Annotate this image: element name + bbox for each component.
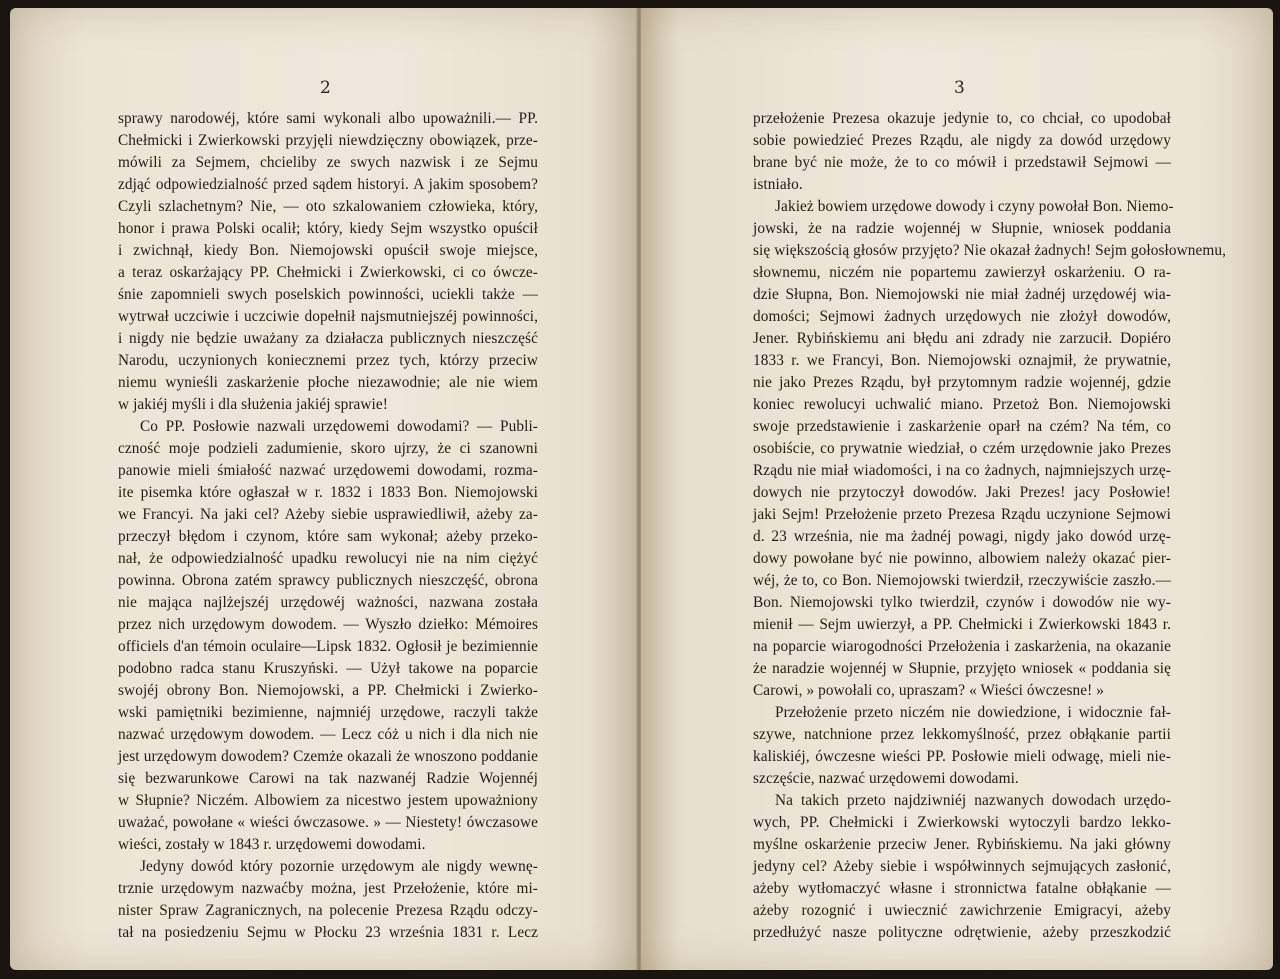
text-line: Czyli szlachetnym? Nie, — oto szkalowaniem człowieka, który, [118,198,538,215]
text-line: że naradzie wojennéj w Słupnie, przyjęto wniosek « poddania się [753,660,1171,677]
text-line: trznie urzędowym nazwaćby można, jest Przełożenie, które mi- [118,880,538,897]
text-line: powinna. Obrona zatém sprawcy publicznych nieszczęść, obrona [118,572,538,589]
text-line: d. 23 września, nie ma żadnéj powagi, nigdy jako dowód urzę- [753,528,1171,545]
text-line: Co PP. Posłowie nazwali urzędowemi dowodami? — Publi- [140,418,538,435]
text-line: nał, że odpowiedzialność upadku rewolucyi nie na nim ciężyć [118,550,538,567]
text-line: na poparcie wiarogodności Przełożenia i zaskarżenia, na okazanie [753,638,1171,655]
text-line: we Francyi. Na jaki cel? Ażeby siebie usprawiedliwił, ażeby za- [118,506,538,523]
text-line: sprawy narodowéj, które sami wykonali albo upoważnili.— PP. [118,110,538,127]
right-page-text [753,108,1227,944]
text-line: Przełożenie przeto niczém nie dowiedzione, i widocznie fał- [775,704,1171,721]
text-line: osobiście, co prywatnie wiedział, o czém urzędownie jako Prezes [753,440,1171,457]
text-line: podobno radca stanu Kruszyński. — Użył takowe na poparcie [118,660,538,677]
text-line: zdjąć odpowiedzialność przed sądem historyi. A jakim sposobem? [118,176,538,193]
text-line: uważać, powołane « wieści ówczasowe. » — Niestety! ówczasowe [118,814,538,831]
text-line: istniało. [753,176,803,193]
text-line: i zwichnął, kiedy Bon. Niemojowski opuścił swoje miejsce, [118,242,538,259]
text-line: dzie Słupna, Bon. Niemojowski nie miał żadnéj urzędowéj wia- [753,286,1171,303]
text-line: wytrwał uczciwie i uczciwie dopełnił najsmutniejszéj powinności, [118,308,538,325]
text-line: śnie zapomnieli swych poselskich powinności, uciekli także — [118,286,538,303]
text-line: mówili za Sejmem, chcieliby ze swych nazwisk i ze Sejmu [118,154,538,171]
text-line: przeczył błędom i czynom, które sam wykonał; ażeby przeko- [118,528,538,545]
text-line: niemu wynieśli zaskarżenie płoche niezawodnie; ale nie wiem [118,374,538,391]
text-line: nister Spraw Zagranicznych, na polecenie Prezesa Rządu odczy- [118,902,538,919]
text-line: jaki Sejm! Przełożenie przeto Prezesa Rządu uczynione Sejmowi [753,506,1171,523]
text-line: nie jako Prezes Rządu, był przytomnym radzie wojennéj, gdzie [753,374,1171,391]
text-line: officiels d'an témoin oculaire—Lipsk 1832. Ogłosił je bezimiennie [118,638,538,655]
text-line: w Słupnie? Niczém. Albowiem za nicestwo jestem upoważniony [118,792,538,809]
page-number-left: 2 [320,78,331,98]
text-line: swoje przedstawienie i zaskarżenie oparł na czém? Na tém, co [753,418,1171,435]
text-line: Chełmicki i Zwierkowski przyjęli niewdzięczny obowiązek, prze- [118,132,538,149]
left-page-text [118,108,538,944]
text-line: dowy powołane być nie powinno, albowiem należy okazać pier- [753,550,1171,567]
text-line: dowych nie przytoczył dowodów. Jaki Prezes! jacy Posłowie! [753,484,1171,501]
text-line: szczęście, nazwać urzędowemi dowodami. [753,770,1019,787]
text-line: jedyny cel? Ażeby siebie i współwinnych sejmujących zasłonić, [753,858,1171,875]
text-line: czność moje podzieli zadumienie, skoro ujrzy, że ci szanowni [118,440,538,457]
text-line: Jakież bowiem urzędowe dowody i czyny powołał Bon. Niemo- [775,198,1174,215]
text-line: Rządu nie miał wiadomości, i na co żadnych, najmniejszych urzę- [753,462,1171,479]
text-line: ażeby rozognić i uwiecznić zawichrzenie Emigracyi, ażeby [753,902,1171,919]
page-number-right: 3 [954,78,965,98]
text-line: szywe, natchnione przez lekkomyślność, przez obłąkanie partii [753,726,1171,743]
text-line: tał na posiedzeniu Sejmu w Płocku 23 września 1831 r. Lecz [118,924,538,941]
text-line: sobie powiedzieć Prezes Rządu, ale nigdy za dowód urzędowy [753,132,1171,149]
text-line: wéj, że to, co Bon. Niemojowski twierdził, rzeczywiście zaszło.— [753,572,1171,589]
text-line: kaliskiéj, ówczesne wieści PP. Posłowie mieli odwagę, mieli nie- [753,748,1171,765]
text-line: a teraz oskarżający PP. Chełmicki i Zwierkowski, ci co ówcze- [118,264,538,281]
left-page [10,8,638,970]
text-line: słownemu, niczém nie popartemu zawierzył oskarżeniu. O ra- [753,264,1171,281]
text-line: przełożenie Prezesa okazuje jedynie to, co chciał, co upodobał [753,110,1171,127]
text-line: jowski, że na radzie wojennéj w Słupnie, wniosek poddania [753,220,1171,237]
text-line: myślne oskarżenie przeciw Jener. Rybińskiemu. Na jaki główny [753,836,1171,853]
text-line: Na takich przeto najdziwniéj nazwanych dowodach urzędo- [775,792,1171,809]
text-line: i nigdy nie będzie uważany za działacza publicznych nieszczęść [118,330,538,347]
text-line: jest urzędowym dowodem? Czemże okazali że wnoszono poddanie [118,748,538,765]
text-line: w jakiéj myśli i dla służenia jakiéj sprawie! [118,396,388,413]
text-line: swojéj obrony Bon. Niemojowski, a PP. Chełmicki i Zwierko- [118,682,538,699]
text-line: nazwać urzędowym dowodem. — Lecz cóż u nich i dla nich nie [118,726,538,743]
text-line: ażeby wytłomaczyć własne i stronnictwa fatalne obłąkanie — [753,880,1171,897]
text-line: się bezwarunkowe Carowi na tak nazwanéj Radzie Wojennéj [118,770,538,787]
text-line: nie mająca najlżejszéj urzędowéj ważności, nazwana została [118,594,538,611]
right-page [641,8,1273,970]
text-line: honor i prawa Polski ocalił; który, kiedy Sejm wszystko opuścił [118,220,538,237]
text-line: się większością głosów przyjęto? Nie okazał żadnych! Sejm gołosłownemu, [753,242,1227,259]
text-line: panowie mieli śmiałość nazwać urzędowemi dowodami, rozma- [118,462,538,479]
text-line: Bon. Niemojowski tylko twierdził, czynów i dowodów nie wy- [753,594,1171,611]
text-line: 1833 r. we Francyi, Bon. Niemojowski oznajmił, że prywatnie, [753,352,1171,369]
text-line: przez nich urzędowym dowodem. — Wyszło dziełko: Mémoires [118,616,538,633]
text-line: Jener. Rybińskiemu ani błędu ani zdrady nie zarzucił. Dopiéro [753,330,1171,347]
text-line: Jedyny dowód który pozornie urzędowym ale nigdy wewnę- [140,858,538,875]
text-line: wieści, zostały w 1843 r. urzędowemi dowodami. [118,836,426,853]
text-line: wski pamiętniki bezimienne, najmniéj urzędowe, raczyli także [118,704,538,721]
text-line: mienił — Sejm uwierzył, a PP. Chełmicki i Zwierkowski 1843 r. [753,616,1171,633]
text-line: domości; Sejmowi żadnych urzędowych nie złożył dowodów, [753,308,1171,325]
text-line: wych, PP. Chełmicki i Zwierkowski wytoczyli bardzo lekko- [753,814,1171,831]
text-line: brane być nie może, że to co mówił i przedstawił Sejmowi — [753,154,1171,171]
text-line: przedłużyć nasze polityczne odrętwienie, ażeby przeszkodzić [753,924,1171,941]
text-line: Narodu, uczynionych koniecznemi przez tych, którzy przeciw [118,352,538,369]
text-line: koniec rewolucyi uchwalić miano. Przetoż Bon. Niemojowski [753,396,1171,413]
text-line: Carowi, » powołali co, upraszam? « Wieści ówczesne! » [753,682,1105,699]
text-line: ite pisemka które ogłaszał w r. 1832 i 1833 Bon. Niemojowski [118,484,538,501]
